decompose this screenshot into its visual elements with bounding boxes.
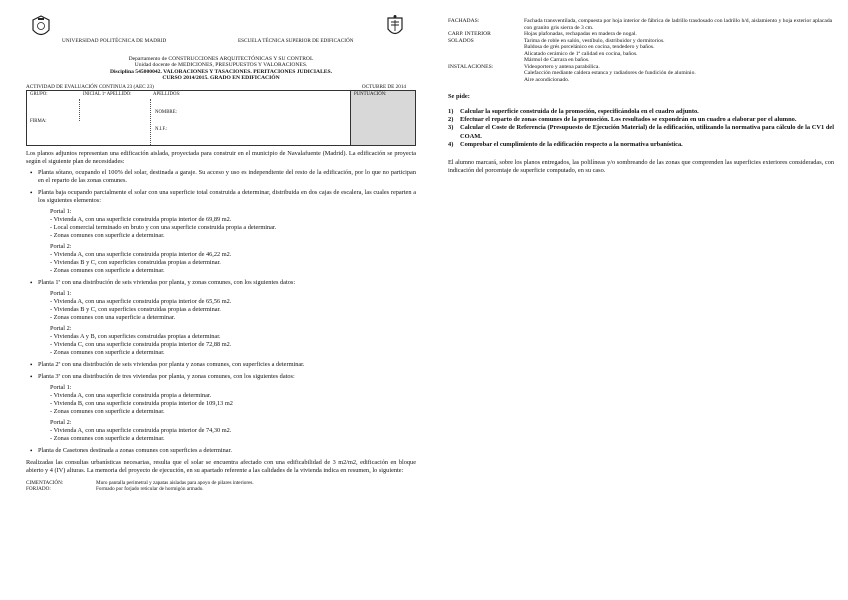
- list-item: - Vivienda A, con una superficie construida propia interior de 69,89 m2.: [50, 215, 232, 223]
- p1-portal-2: [50, 325, 416, 357]
- pb-portal-2: [50, 243, 416, 275]
- apellidos-label: APELLIDOS:: [153, 91, 181, 97]
- list-item: - Zonas comunes con superficie a determinar.: [50, 266, 165, 274]
- bullet-planta-2: Planta 2ª con una distribución de seis viviendas por planta y zonas comunes, con superficies a determinar.: [38, 360, 305, 368]
- spec-key: [448, 77, 524, 84]
- list-item: [38, 189, 416, 275]
- divider: [79, 99, 80, 121]
- portal-title: Portal 2:: [50, 324, 72, 332]
- list-item: [38, 447, 416, 455]
- school-crest-icon: [384, 14, 406, 40]
- list-item: [38, 373, 416, 443]
- list-item: 4) Comprobar el cumplimiento de la edificación respecto a la normativa urbanística.: [448, 140, 683, 148]
- list-item: - Viviendas A y B, con superficies construidas propias a determinar.: [50, 332, 221, 340]
- portal-title: Portal 1:: [50, 289, 72, 297]
- requests-list: [448, 108, 834, 149]
- spec-value: Tarima de roble en salón, vestíbulo, distribuidor y dormitorios.: [524, 37, 665, 44]
- page-header: [26, 0, 416, 50]
- list-item: - Vivienda A, con una superficie construida propia interior de 74,30 m2.: [50, 426, 232, 434]
- spec-value: Muro pantalla perimetral y zapatas aisladas para apoyo de pilares interiores.: [96, 479, 254, 486]
- spec-value: Aire acondicionado.: [524, 76, 570, 83]
- list-item: [38, 361, 416, 369]
- spec-key: FACHADAS:: [448, 18, 480, 24]
- portal-title: Portal 1:: [50, 383, 72, 391]
- closing-paragraph: El alumno marcará, sobre los planos entregados, las polilíneas y/o sombreando de las zonas que comprenden las superficies exteriores consideradas, con indicación del porcentaje de superficie computado, en su caso.: [448, 159, 834, 175]
- spec-key: CARP. INTERIOR: [448, 31, 491, 37]
- list-item: - Local comercial terminado en bruto y con una superficie construida propia a determinar.: [50, 223, 277, 231]
- spec-key: FORJADO:: [26, 486, 51, 493]
- firma-label: FIRMA:: [30, 118, 47, 124]
- list-item: - Zonas comunes con superficie a determinar.: [50, 407, 165, 415]
- portal-title: Portal 2:: [50, 418, 72, 426]
- list-item: - Zonas comunes con superficie a determinar.: [50, 434, 165, 442]
- spec-right-table: [448, 18, 834, 83]
- list-item: - Viviendas B y C, con superficies construidas propias a determinar.: [50, 258, 221, 266]
- spec-value: Baldosa de grés porcelánico en cocina, tendedero y baños.: [524, 44, 655, 50]
- nombre-label: NOMBRE:: [155, 109, 177, 115]
- list-item: 2) Efectuar el reparto de zonas comunes de la promoción. Los resultados se expondrán en un cuadro a elaborar por el alumno.: [448, 116, 797, 124]
- list-item: 1) Calcular la superficie construida de la promoción, especificándola en el cuadro adjunto.: [448, 108, 699, 115]
- puntuacion-label: PUNTUACIÓN:: [354, 91, 387, 97]
- list-item: - Vivienda A, con una superficie construida propia interior de 46,22 m2.: [50, 250, 232, 258]
- spec-value: Alicatado cerámico de 1ª calidad en cocina, baños.: [524, 50, 638, 57]
- p3-portal-1: [50, 384, 416, 416]
- school-name: ESCUELA TÉCNICA SUPERIOR DE EDIFICACIÓN: [238, 38, 354, 44]
- portal-title: Portal 1:: [50, 207, 72, 215]
- spec-key: SOLADOS: [448, 37, 474, 44]
- activity-title: ACTIVIDAD DE EVALUACIÓN CONTINUA 23 (AEC 23): [26, 83, 154, 90]
- list-item: - Vivienda C, con una superficie construida propia interior de 72,88 m2.: [50, 340, 232, 348]
- spec-value: Videoportero y antena parabólica.: [524, 63, 600, 70]
- intro-paragraph: Los planos adjuntos representan una edificación aislada, proyectada para construir en el municipio de Navalafuente (Madrid). La edificación se proyecta según el siguiente plan de necesidades:: [26, 149, 416, 165]
- spec-key: INSTALACIONES:: [448, 63, 494, 70]
- list-item: - Zonas comunes con una superficie a determinar.: [50, 313, 176, 321]
- spec-value: Hojas plafonadas, rechapadas en madera de nogal.: [524, 31, 637, 37]
- spec-key: CIMENTACIÓN:: [26, 479, 64, 486]
- right-column: [448, 18, 834, 175]
- bullet-casetones: Planta de Casetones destinada a zonas comunes con superficies a determinar.: [38, 446, 232, 454]
- course-line: CURSO 2014/2015. GRADO EN EDIFICACIÓN: [162, 75, 280, 82]
- portal-title: Portal 2:: [50, 242, 72, 250]
- list-item: - Zonas comunes con superficie a determinar.: [50, 231, 165, 239]
- list-item: - Zonas comunes con superficie a determinar.: [50, 348, 165, 356]
- nif-label: N.I.F.:: [155, 126, 168, 132]
- spec-value: Formado por forjado reticular de hormigón armado.: [96, 486, 204, 493]
- list-item: 3) Calcular el Coste de Referencia (Presupuesto de Ejecución Material) de la edificación, utilizando la normativa para cálculo de la CV1 del COAM.: [448, 124, 834, 140]
- list-item: - Vivienda A, con una superficie construida propia a determinar.: [50, 391, 212, 399]
- score-area[interactable]: [350, 91, 415, 145]
- activity-date: OCTUBRE DE 2014: [361, 83, 406, 90]
- spec-value: Fachada transventilada, compuesta por hoja interior de fábrica de ladrillo trasdosado con ladrillo h/d, aislamiento y hoja exterior aplacada con granito gris sierra de 3 cm.: [524, 18, 833, 31]
- unit-line: Unidad docente de MEDICIONES, PRESUPUESTOS Y VALORACIONES.: [134, 62, 308, 69]
- spec-value: Calefacción mediante caldera estanca y radiadores de fundición de aluminio.: [524, 70, 696, 76]
- bullet-planta-baja: Planta baja ocupando parcialmente el solar con una superficie total construida a determinar, distribuida en dos cajas de escalera, las cuales reparten a los siguientes elementos:: [38, 188, 416, 204]
- university-crest-icon: [30, 14, 52, 40]
- department-line: Departamento de CONSTRUCCIONES ARQUITECTÓNICAS Y SU CONTROL: [128, 56, 314, 62]
- spec-value: Mármol de Carrara en baños.: [524, 57, 590, 63]
- se-pide-heading: Se pide:: [448, 93, 470, 100]
- university-name: UNIVERSIDAD POLITÉCNICA DE MADRID: [62, 38, 167, 44]
- list-item: - Vivienda A, con una superficie construida propia interior de 65,56 m2.: [50, 297, 232, 305]
- divider: [150, 99, 151, 145]
- bullet-planta-3: Planta 3ª con una distribución de tres viviendas por planta, y zonas comunes, con los siguientes datos:: [38, 372, 295, 380]
- grupo-label: GRUPO:: [30, 91, 48, 97]
- spec-left-table: [26, 480, 416, 494]
- building-plan-list: [26, 169, 416, 455]
- p3-portal-2: [50, 419, 416, 443]
- bullet-sotano: Planta sótano, ocupando el 100% del solar, destinada a garaje. Su acceso y uso es independiente del resto de la edificación, por lo que no participan en el reparto de las zonas comunes.: [38, 168, 416, 184]
- p1-portal-1: [50, 290, 416, 322]
- pb-portal-1: [50, 208, 416, 240]
- list-item: [38, 279, 416, 357]
- discipline-line: Disciplina 545000042. VALORACIONES Y TASACIONES. PERITACIONES JUDICIALES.: [109, 68, 333, 75]
- course-heading: [26, 56, 416, 82]
- list-item: - Viviendas B y C, con superficies construidas propias a determinar.: [50, 305, 221, 313]
- list-item: [38, 169, 416, 185]
- apellido-inicial-label: INICIAL 1º APELLIDO:: [83, 91, 132, 97]
- list-item: - Vivienda B, con una superficie construida propia interior de 109,13 m2: [50, 399, 233, 407]
- consultas-paragraph: Realizadas las consultas urbanísticas necesarias, resulta que el solar se encuentra afectado con una edificabilidad de 3 m2/m2, edificación en bloque abierto y 4 (IV) alturas. La memoria del proyecto de ejecución, en su apartado referente a las calidades de la vivienda indica en resumen, lo siguiente:: [26, 458, 416, 474]
- student-id-box: [26, 90, 416, 146]
- bullet-planta-1: Planta 1ª con una distribución de seis viviendas por planta, y zonas comunes, con los siguientes datos:: [38, 278, 296, 286]
- left-column: [26, 0, 416, 493]
